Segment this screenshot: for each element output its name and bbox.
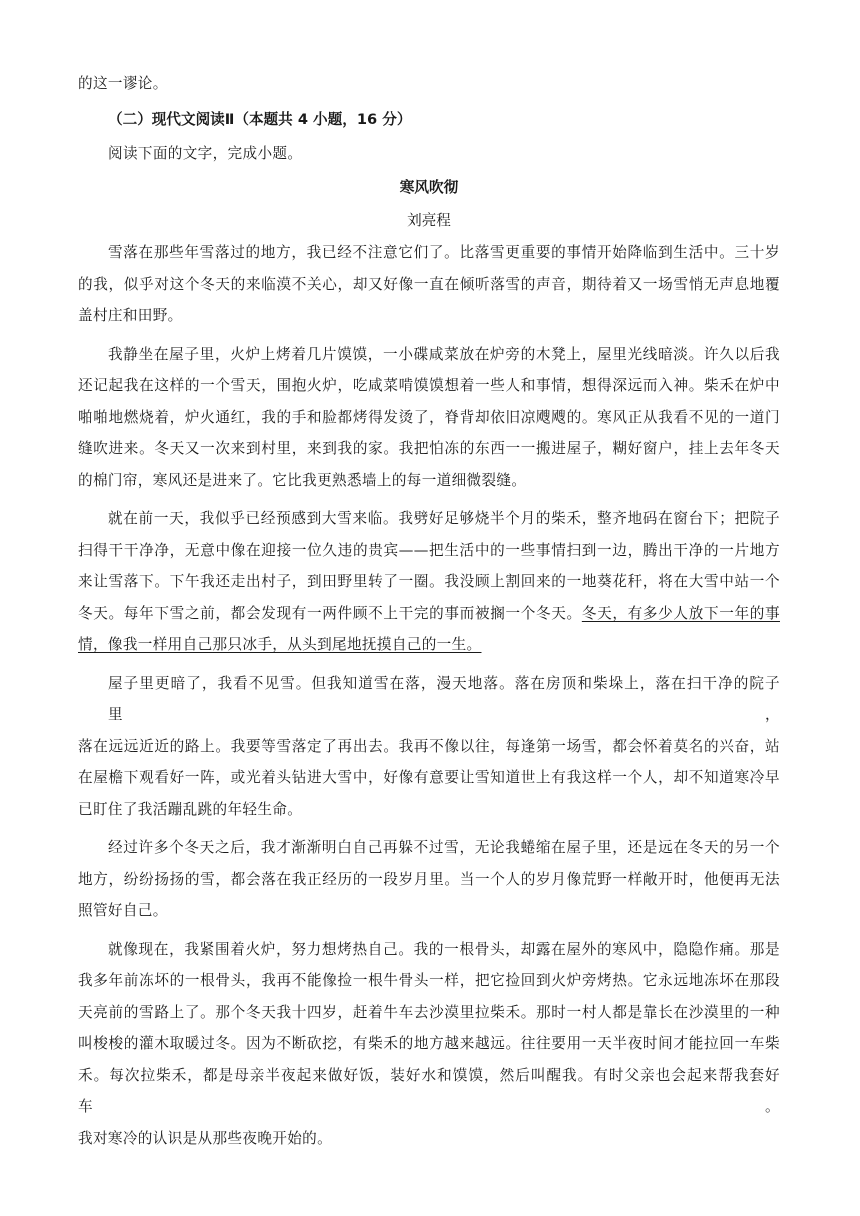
paragraph-line: 盖村庄和田野。 [78,307,183,324]
paragraph-1 [78,237,780,332]
paragraph-5 [78,832,780,927]
paragraph-line: 就在前一天，我似乎已经预感到大雪来临。我劈好足够烧半个月的柴禾，整齐地码在窗台下；把院子 [108,510,780,527]
paragraph-line: 天亮前的雪路上了。那个冬天我十四岁，赶着牛车去沙漠里拉柴禾。那时一村人都是靠长在沙漠里的一种 [78,1003,780,1021]
paragraph-line: 就像现在，我紧围着火炉，努力想烤热自己。我的一根骨头，却露在屋外的寒风中，隐隐作痛。那是 [108,940,780,958]
instruction: 阅读下面的文字，完成小题。 [108,144,303,162]
document-page [78,68,780,1161]
paragraph-line: 来让雪落下。下午我还走出村子，到田野里转了一圈。我没顾上割回来的一地葵花秆，将在大雪中站一个 [78,573,780,590]
paragraph-line: 屋子里更暗了，我看不见雪。但我知道雪在落，漫天地落。落在房顶和柴垛上，落在扫干净的院子里， [108,674,780,723]
paragraph-line: 扫得干干净净，无意中像在迎接一位久违的贵宾——把生活中的一些事情扫到一边，腾出干净的一片地方 [78,541,780,559]
paragraph-2 [78,339,780,497]
section-heading: （二）现代文阅读Ⅱ（本题共 4 小题，16 分） [108,110,412,128]
paragraph-line: 雪落在那些年雪落过的地方，我已经不注意它们了。比落雪更重要的事情开始降临到生活中。三十岁 [108,244,780,261]
paragraph-line: 的棉门帘，寒风还是进来了。它比我更熟悉墙上的每一道细微裂缝。 [78,471,527,489]
paragraph-line: 我对寒冷的认识是从那些夜晚开始的。 [78,1129,333,1147]
paragraph-line: 经过许多个冬天之后，我才渐渐明白自己再躲不过雪，无论我蜷缩在屋子里，还是远在冬天的另一个 [108,839,780,856]
article-author: 刘亮程 [407,212,451,229]
paragraph-line: 还记起我在这样的一个雪天，围抱火炉，吃咸菜啃馍馍想着一些人和事情，想得深远而入神。柴禾在炉中 [78,377,780,394]
paragraph-line: 啪啪地燃烧着，炉火通红，我的手和脸都烤得发烫了，脊背却依旧凉飕飕的。寒风正从我看不见的一道门 [78,408,780,426]
paragraph-line: 我多年前冻坏的一根骨头，我再不能像捡一根牛骨头一样，把它捡回到火炉旁烤热。它永远地冻坏在那段 [78,972,780,989]
paragraph-line: 禾。每次拉柴禾，都是母亲半夜起来做好饭，装好水和馍馍，然后叫醒我。有时父亲也会起来帮我套好车。 [78,1066,780,1115]
paragraph-line: 照管好自己。 [78,902,168,919]
paragraph-line [78,598,780,630]
article-title: 寒风吹彻 [399,179,459,196]
underlined-sentence: 冬天，有多少人放下一年的事 [581,604,780,622]
paragraph-6 [78,934,780,1155]
paragraph-line: 已盯住了我活蹦乱跳的年轻生命。 [78,800,303,818]
lead-line: 的这一谬论。 [78,75,168,92]
paragraph-text: 冬天。每年下雪之前，都会发现有一两件顾不上干完的事而被搁一个冬天。 [78,604,582,622]
paragraph-line: 缝吹进来。冬天又一次来到村里，来到我的家。我把怕冻的东西一一搬进屋子，糊好窗户，挂上去年冬天 [78,440,780,457]
paragraph-line [78,629,780,661]
paragraph-line: 地方，纷纷扬扬的雪，都会落在我正经历的一段岁月里。当一个人的岁月像荒野一样敞开时，他便再无法 [78,870,780,888]
paragraph-4 [78,668,780,826]
paragraph-line: 落在远远近近的路上。我要等雪落定了再出去。我再不像以往，每逢第一场雪，都会怀着莫名的兴奋，站 [78,737,780,755]
paragraph-3 [78,503,780,661]
paragraph-line: 的我，似乎对这个冬天的来临漠不关心，却又好像一直在倾听落雪的声音，期待着又一场雪悄无声息地覆 [78,275,780,293]
underlined-sentence: 情，像我一样用自己那只冰手，从头到尾地抚摸自己的一生。 [78,636,482,653]
paragraph-line: 叫梭梭的灌木取暖过冬。因为不断砍挖，有柴禾的地方越来越远。往往要用一天半夜时间才能拉回一车柴 [78,1035,780,1052]
paragraph-line: 在屋檐下观看好一阵，或光着头钻进大雪中，好像有意要让雪知道世上有我这样一个人，却不知道寒冷早 [78,769,780,786]
paragraph-line: 我静坐在屋子里，火炉上烤着几片馍馍，一小碟咸菜放在炉旁的木凳上，屋里光线暗淡。许久以后我 [108,345,780,363]
